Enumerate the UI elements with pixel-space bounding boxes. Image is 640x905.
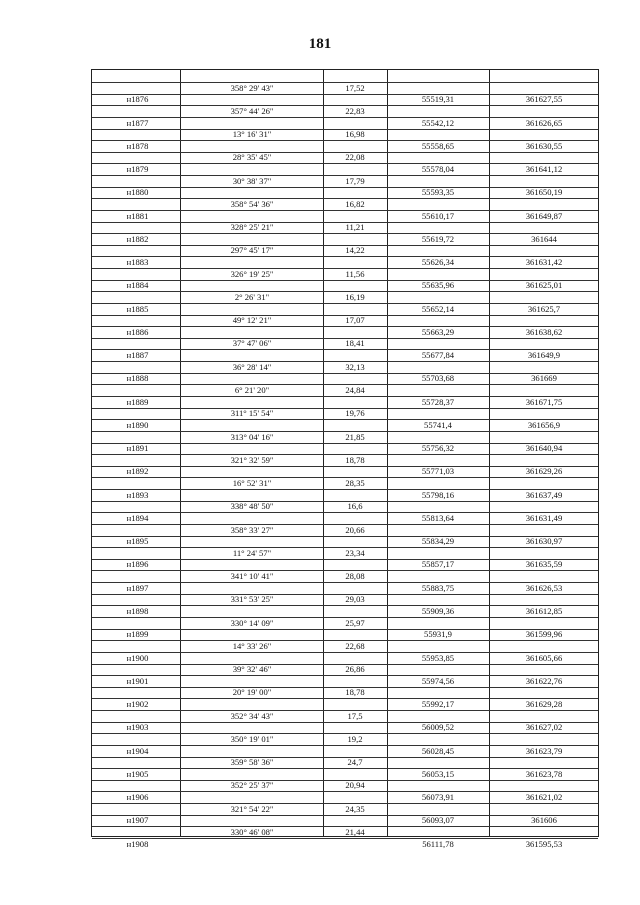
direction-angle: 28° 35' 45"	[232, 152, 272, 163]
coord-y: 361669	[531, 373, 557, 384]
coord-x: 55834,29	[421, 536, 455, 547]
segment-length: 24,84	[345, 385, 365, 395]
coord-x: 56073,91	[421, 792, 455, 803]
coord-x: 55635,96	[421, 280, 455, 291]
segment-length: 16,6	[347, 501, 363, 512]
direction-angle: 321° 54' 22"	[230, 803, 274, 814]
point-name: н1886	[126, 326, 149, 337]
segment-length: 26,86	[345, 664, 365, 675]
point-name: н1887	[126, 350, 149, 361]
point-name: н1907	[126, 815, 149, 826]
point-name: н1876	[126, 94, 149, 105]
segment-length: 19,2	[347, 733, 363, 744]
point-name: н1893	[126, 489, 149, 500]
point-name: н1891	[126, 443, 149, 454]
point-name: н1908	[126, 838, 149, 849]
segment-length: 17,07	[345, 315, 365, 326]
point-name: н1894	[126, 512, 149, 523]
coord-x: 55771,03	[421, 466, 455, 477]
coord-x: 55883,75	[421, 582, 455, 593]
coord-y: 361656,9	[527, 419, 561, 430]
coord-y: 361650,19	[525, 187, 563, 198]
point-name: н1885	[126, 303, 149, 314]
coord-x: 55578,04	[421, 164, 455, 175]
point-name: н1890	[126, 419, 149, 430]
direction-angle: 297° 45' 17"	[230, 245, 274, 256]
segment-length: 24,35	[345, 803, 365, 814]
point-name: н1888	[126, 373, 149, 384]
page-number: 181	[308, 36, 332, 52]
point-name	[95, 70, 180, 82]
coord-y: 361621,02	[525, 792, 563, 803]
coord-y: 361622,76	[525, 675, 563, 686]
coord-x: 55953,85	[421, 652, 455, 663]
segment-length: 20,66	[345, 524, 365, 535]
direction-angle: 20° 19' 00"	[232, 687, 272, 698]
direction-angle: 321° 32' 59"	[230, 454, 274, 465]
coord-y: 361631,49	[525, 512, 563, 523]
coord-x: 55798,16	[421, 489, 455, 500]
direction-angle: 359° 58' 36"	[230, 757, 274, 768]
coord-y: 361626,53	[525, 582, 563, 593]
coord-y: 361638,62	[525, 326, 563, 337]
coord-x: 55610,17	[421, 210, 455, 221]
direction-angle: 30° 38' 37"	[232, 175, 272, 186]
coord-y: 361637,49	[525, 489, 563, 500]
point-name: н1889	[126, 396, 149, 407]
point-name: н1897	[126, 582, 149, 593]
coord-x	[388, 70, 488, 82]
coord-x: 55652,14	[421, 303, 455, 314]
coord-x: 56028,45	[421, 745, 455, 756]
coord-y: 361623,78	[525, 768, 563, 779]
point-name: н1906	[126, 792, 149, 803]
segment-length: 21,44	[345, 826, 365, 837]
direction-angle: 331° 53' 25"	[230, 594, 274, 605]
point-name: н1878	[126, 140, 149, 151]
point-name: н1879	[126, 164, 149, 175]
coord-y: 361630,97	[525, 536, 563, 547]
segment-length: 17,79	[345, 175, 365, 186]
direction-angle: 14° 33' 26"	[232, 640, 272, 651]
coord-y: 361630,55	[525, 140, 563, 151]
direction-angle: 330° 14' 09"	[230, 617, 274, 628]
segment-length: 22,68	[345, 640, 365, 651]
coord-y: 361626,65	[525, 117, 563, 128]
direction-angle: 16° 52' 31"	[232, 478, 272, 489]
segment-length: 23,34	[345, 547, 365, 558]
coord-y: 361627,55	[525, 94, 563, 105]
coord-x: 56009,52	[421, 722, 455, 733]
point-name: н1883	[126, 257, 149, 268]
coord-y: 361640,94	[525, 443, 563, 454]
point-name: н1881	[126, 210, 149, 221]
segment-length: 11,56	[345, 268, 365, 279]
segment-length: 29,03	[345, 594, 365, 605]
coord-x: 55542,12	[421, 117, 455, 128]
direction-angle: 11° 24' 57"	[232, 547, 272, 558]
coord-x: 55974,56	[421, 675, 455, 686]
coord-x: 55626,34	[421, 257, 455, 268]
coord-x: 55558,65	[421, 140, 455, 151]
coord-x: 55728,37	[421, 396, 455, 407]
coord-y: 361605,66	[525, 652, 563, 663]
direction-angle: 39° 32' 46"	[232, 664, 272, 675]
coord-y: 361599,96	[525, 629, 563, 640]
segment-length: 22,08	[345, 152, 365, 163]
coord-x: 55741,4	[424, 419, 452, 430]
point-name: н1899	[126, 629, 149, 640]
coord-y: 361606	[531, 815, 557, 826]
direction-angle: 2° 26' 31"	[234, 291, 270, 302]
coord-y: 361649,87	[525, 210, 563, 221]
direction-angle: 6° 21' 20"	[234, 385, 270, 395]
coord-x: 56111,78	[422, 838, 454, 849]
direction-angle: 37° 47' 06"	[232, 338, 272, 349]
coord-y: 361671,75	[525, 396, 563, 407]
coord-y	[490, 70, 598, 82]
coord-x: 55703,68	[421, 373, 455, 384]
segment-length: 32,13	[345, 361, 365, 372]
segment-length: 18,78	[345, 454, 365, 465]
direction-angle: 352° 34' 43"	[230, 710, 274, 721]
coord-y: 361629,26	[525, 466, 563, 477]
coord-x: 56053,15	[421, 768, 455, 779]
point-name: н1900	[126, 652, 149, 663]
point-name: н1902	[126, 699, 149, 710]
direction-angle: 330° 46' 08"	[230, 826, 274, 837]
segment-length: 25,97	[345, 617, 365, 628]
segment-length: 16,19	[345, 291, 365, 302]
segment-length: 16,82	[345, 198, 365, 209]
direction-angle: 358° 29' 43"	[230, 82, 274, 93]
coord-x: 55519,31	[421, 94, 455, 105]
coord-x: 55813,64	[421, 512, 455, 523]
coord-y: 361629,28	[525, 699, 563, 710]
direction-angle: 328° 25' 21"	[230, 222, 274, 233]
direction-angle: 350° 19' 01"	[230, 733, 274, 744]
segment-length: 22,83	[345, 105, 365, 116]
coord-x: 55756,32	[421, 443, 455, 454]
segment-length: 21,85	[345, 431, 365, 442]
point-name: н1903	[126, 722, 149, 733]
point-name: н1884	[126, 280, 149, 291]
segment-length: 18,41	[345, 338, 365, 349]
segment-length: 28,35	[345, 478, 365, 489]
direction-angle: 357° 44' 26"	[230, 105, 274, 116]
direction-angle: 313° 04' 16"	[230, 431, 274, 442]
coord-x: 56093,07	[421, 815, 455, 826]
coord-y: 361631,42	[525, 257, 563, 268]
point-name: н1901	[126, 675, 149, 686]
direction-angle: 36° 28' 14"	[232, 361, 272, 372]
coord-y: 361641,12	[525, 164, 563, 175]
direction-angle: 358° 54' 36"	[230, 198, 274, 209]
coord-x: 55677,84	[421, 350, 455, 361]
point-name: н1882	[126, 233, 149, 244]
segment-length: 24,7	[347, 757, 363, 768]
coord-x: 55992,17	[421, 699, 455, 710]
direction-angle: 352° 25' 37"	[230, 780, 274, 791]
coord-y: 361644	[531, 233, 557, 244]
direction-angle: 341° 10' 41"	[230, 571, 274, 582]
segment-length: 28,08	[345, 571, 365, 582]
point-name: н1895	[126, 536, 149, 547]
coord-y: 361627,02	[525, 722, 563, 733]
coord-y: 361625,7	[527, 303, 561, 314]
direction-angle: 49° 12' 21"	[232, 315, 272, 326]
coord-x: 55857,17	[421, 559, 455, 570]
coord-y: 361635,59	[525, 559, 563, 570]
direction-angle: 338° 48' 50"	[230, 501, 274, 512]
point-name: н1898	[126, 605, 149, 616]
coord-x: 55593,35	[421, 187, 455, 198]
point-name: н1905	[126, 768, 149, 779]
segment-length: 19,76	[345, 408, 365, 419]
direction-angle: 13° 16' 31"	[232, 129, 272, 140]
segment-length: 14,22	[345, 245, 365, 256]
segment-length: 16,98	[345, 129, 365, 140]
coord-y: 361595,53	[525, 838, 563, 849]
segment-length: 20,94	[345, 780, 365, 791]
point-name: н1896	[126, 559, 149, 570]
direction-angle: 326° 19' 25"	[230, 268, 274, 279]
coord-y: 361612,85	[525, 605, 563, 616]
segment-length: 11,21	[345, 222, 365, 233]
coord-y: 361625,01	[525, 280, 563, 291]
coord-x: 55619,72	[421, 233, 455, 244]
point-row	[92, 838, 598, 850]
direction-angle: 311° 15' 54"	[230, 408, 274, 419]
coord-x: 55931,9	[424, 629, 452, 640]
segment-length: 18,78	[345, 687, 365, 698]
segment-length: 17,5	[347, 710, 363, 721]
point-name: н1904	[126, 745, 149, 756]
coord-y: 361623,79	[525, 745, 563, 756]
coord-x: 55909,36	[421, 605, 455, 616]
point-name: н1880	[126, 187, 149, 198]
point-name: н1877	[126, 117, 149, 128]
coord-y: 361649,9	[527, 350, 561, 361]
coordinates-table	[91, 69, 599, 849]
segment-length: 17,52	[345, 82, 365, 93]
point-name: н1892	[126, 466, 149, 477]
coord-x: 55663,29	[421, 326, 455, 337]
direction-angle: 358° 33' 27"	[230, 524, 274, 535]
